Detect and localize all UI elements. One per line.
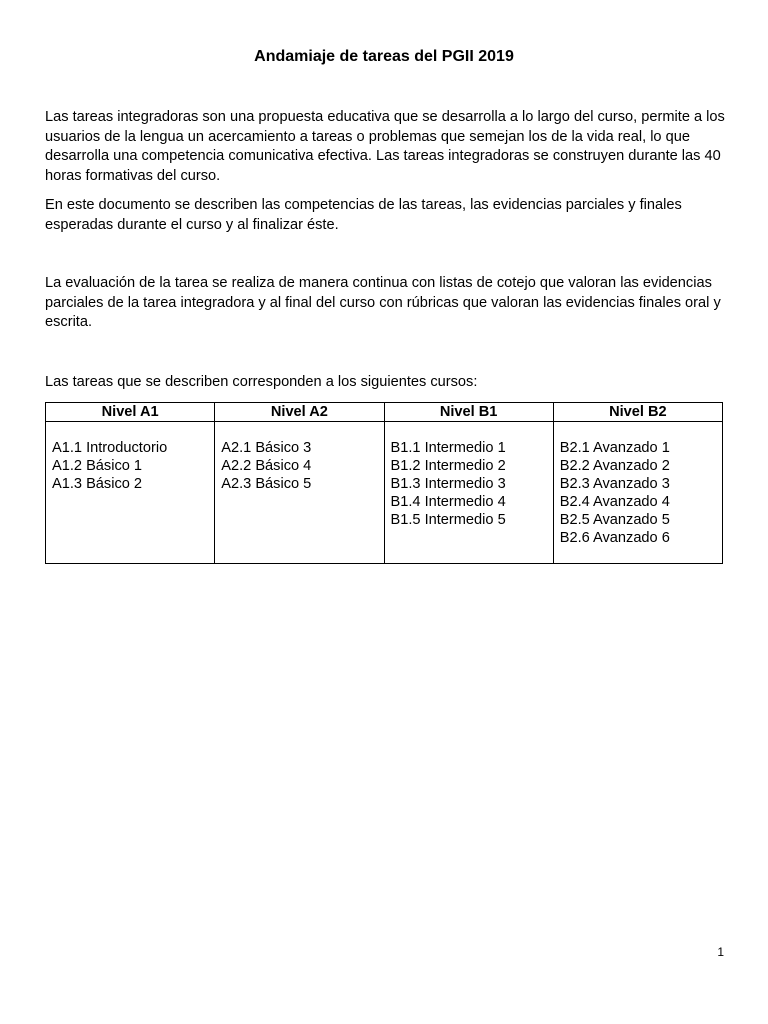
course-levels-table <box>45 402 723 564</box>
course-item: B1.5 Intermedio 5 <box>390 512 506 528</box>
page-number: 1 <box>717 945 724 959</box>
table-header-row <box>46 403 723 422</box>
course-item: A2.1 Básico 3 <box>221 440 312 456</box>
course-item: B2.5 Avanzado 5 <box>559 512 670 528</box>
course-item: A2.2 Básico 4 <box>221 458 312 474</box>
intro-paragraph: Las tareas integradoras son una propuesta educativa que se desarrolla a lo largo del curso, permite a los usuarios de la lengua un acercamiento a tareas o problemas que semejan los de la vida real, lo que desarrolla una competencia comunicativa efectiva. Las tareas integradoras se construyen durante las 40 horas formativas del curso. <box>45 109 725 184</box>
header-nivel-a2: Nivel A2 <box>215 403 384 422</box>
column-b1-courses <box>384 422 553 564</box>
column-a2-courses <box>215 422 384 564</box>
course-item: B2.3 Avanzado 3 <box>559 476 670 492</box>
column-b2-courses <box>553 422 722 564</box>
document-title: Andamiaje de tareas del PGII 2019 <box>254 48 514 65</box>
header-nivel-a1: Nivel A1 <box>46 403 215 422</box>
course-item: A1.1 Introductorio <box>52 440 168 456</box>
course-item: A1.2 Básico 1 <box>52 458 143 474</box>
course-item: B1.3 Intermedio 3 <box>390 476 506 492</box>
column-a1-courses <box>46 422 215 564</box>
course-item: B2.4 Avanzado 4 <box>559 494 670 510</box>
course-item: A2.3 Básico 5 <box>221 476 312 492</box>
evaluation-paragraph: La evaluación de la tarea se realiza de manera continua con listas de cotejo que valoran las evidencias parciales de la tarea integradora y al final del curso con rúbricas que valoran las evidencias finales oral y escrita. <box>45 275 721 331</box>
course-item: A1.3 Básico 2 <box>52 476 143 492</box>
table-row <box>46 422 723 564</box>
course-item: B1.2 Intermedio 2 <box>390 458 506 474</box>
courses-intro-paragraph: Las tareas que se describen corresponden a los siguientes cursos: <box>45 374 478 390</box>
course-item: B1.1 Intermedio 1 <box>390 440 506 456</box>
header-nivel-b2: Nivel B2 <box>553 403 722 422</box>
course-item: B1.4 Intermedio 4 <box>390 494 506 510</box>
course-item: B2.2 Avanzado 2 <box>559 458 670 474</box>
course-item: B2.6 Avanzado 6 <box>559 530 670 546</box>
scope-paragraph: En este documento se describen las competencias de las tareas, las evidencias parciales y finales esperadas durante el curso y al finalizar éste. <box>45 197 682 233</box>
course-item: B2.1 Avanzado 1 <box>559 440 670 456</box>
header-nivel-b1: Nivel B1 <box>384 403 553 422</box>
